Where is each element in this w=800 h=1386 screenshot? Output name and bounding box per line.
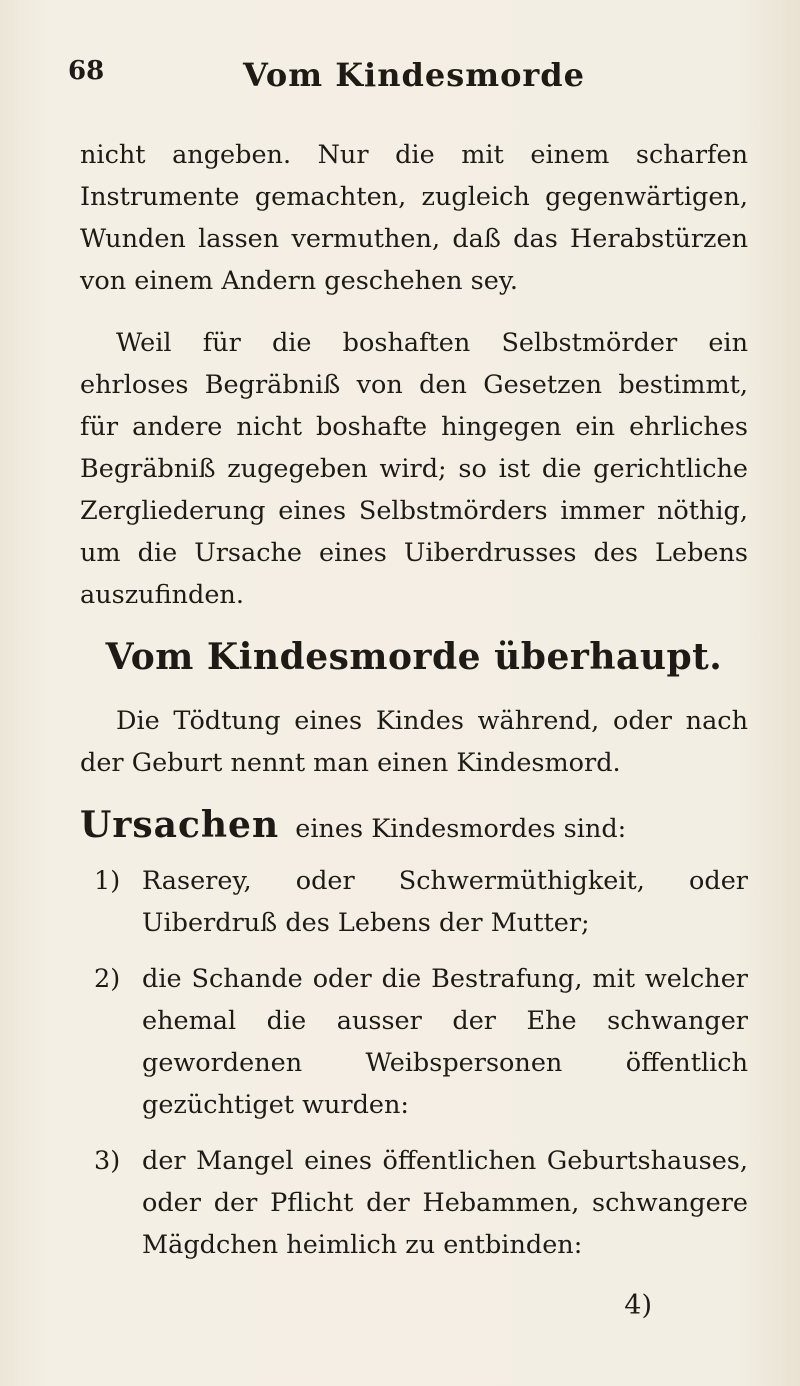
definition-paragraph: Die Tödtung eines Kindes während, oder nach der Geburt nennt man einen Kindesmord. xyxy=(80,706,748,778)
paragraph-suicide-burial: Weil für die boshaften Selbstmörder ein ehrloses Begräbniß von den Gesetzen bestimmt, für andere nicht boshafte hingegen ein ehrliches Begräbniß zugegeben wird; so ist die gerichtliche Zergliederung eines Selbstmörders immer nöthig, um die Ursache eines Uiberdrusses des Lebens auszufinden. xyxy=(80,328,748,610)
list-item-text: der Mangel eines öffentlichen Geburtshauses, oder der Pflicht der Hebammen, schwangere Mägdchen heimlich zu entbinden: xyxy=(142,1146,748,1260)
running-head xyxy=(68,56,748,108)
catchword: 4) xyxy=(624,1290,652,1321)
list-item xyxy=(80,958,748,1126)
page-number: 68 xyxy=(68,56,105,86)
list-item-number: 1) xyxy=(94,866,121,896)
list-item-text: die Schande oder die Bestrafung, mit welcher ehemal die ausser der Ehe schwanger gewordenen Weibspersonen öffentlich gezüchtiget wurden: xyxy=(142,964,748,1120)
cause-list xyxy=(80,860,748,1266)
causes-intro xyxy=(80,804,748,850)
section-heading: Vom Kindesmorde überhaupt. xyxy=(105,636,723,678)
list-item-text: Raserey, oder Schwermüthigkeit, oder Uiberdruß des Lebens der Mutter; xyxy=(142,866,748,938)
causes-heading-word: Ursachen xyxy=(80,804,280,846)
list-item-number: 3) xyxy=(94,1146,121,1176)
list-item xyxy=(80,860,748,944)
causes-intro-text: eines Kindesmordes sind: xyxy=(295,814,627,844)
list-item-number: 2) xyxy=(94,964,121,994)
list-item xyxy=(80,1140,748,1266)
paragraph-continuation: nicht angeben. Nur die mit einem scharfen Instrumente gemachten, zugleich gegenwärtigen, Wunden lassen vermuthen, daß das Herabstürzen von einem Andern geschehen sey. xyxy=(80,140,748,296)
running-title: Vom Kindesmorde xyxy=(242,56,585,94)
